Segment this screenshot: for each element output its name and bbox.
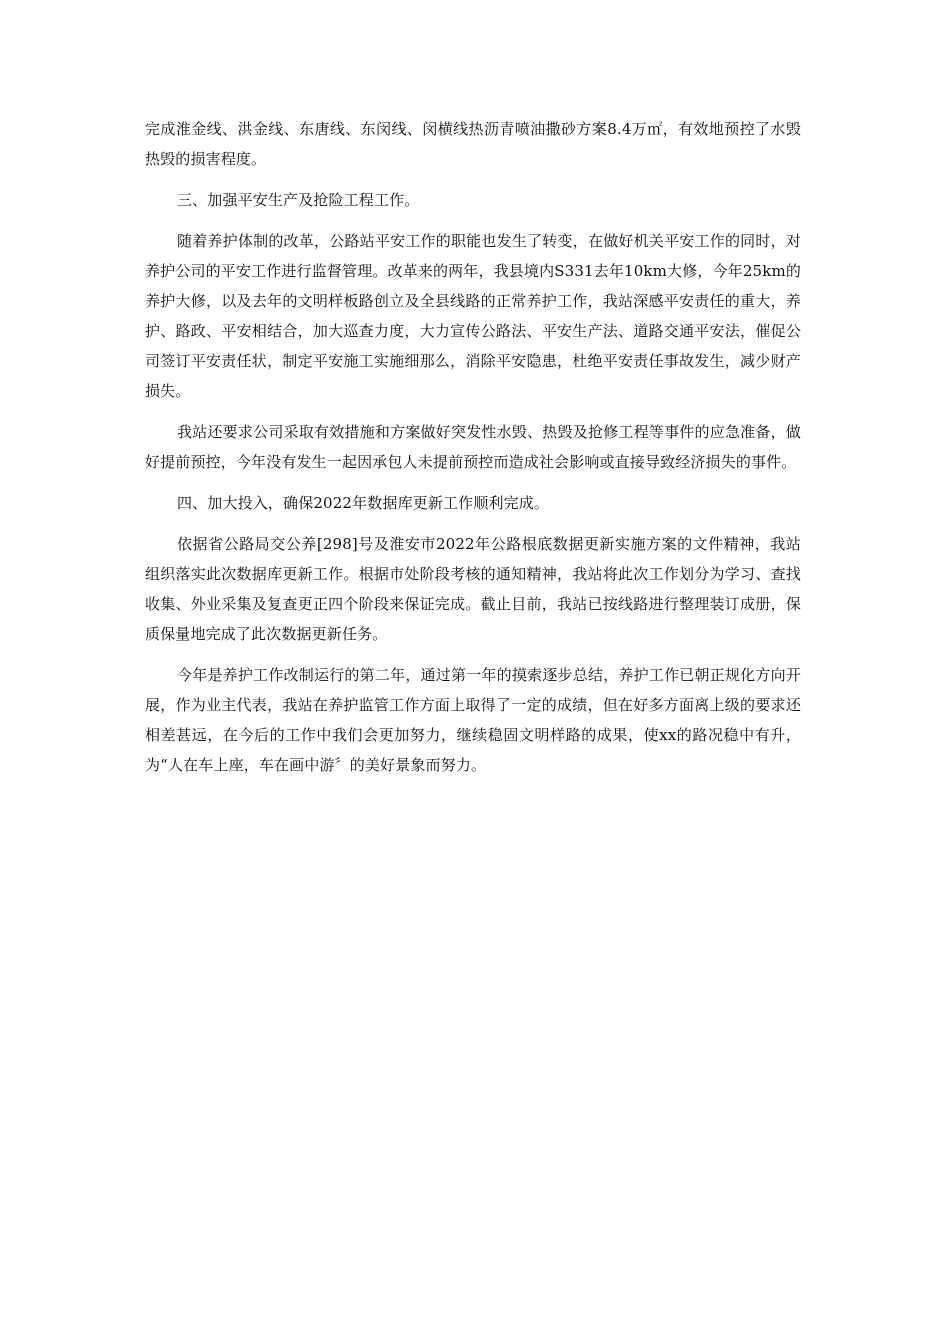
paragraph-emergency-preparedness: 我站还要求公司采取有效措施和方案做好突发性水毁、热毁及抢修工程等事件的应急准备，做好提前预控，今年没有发生一起因承包人未提前预控而造成社会影响或直接导致经济损失的事件。 bbox=[145, 423, 801, 471]
section-heading-four: 四、加大投入，确保2022年数据库更新工作顺利完成。 bbox=[177, 494, 550, 512]
paragraph-safety-management: 随着养护体制的改革，公路站平安工作的职能也发生了转变，在做好机关平安工作的同时，对养护公司的平安工作进行监督管理。改革来的两年，我县境内S331去年10km大修，今年25km的养护大修，以及去年的文明样板路创立及全县线路的正常养护工作，我站深感平安责任的重大，养护、路政、平安相结合，加大巡查力度，大力宣传公路法、平安生产法、道路交通平安法，催促公司签订平安责任状，制定平安施工实施细那么，消除平安隐患，杜绝平安责任事故发生，减少财产损失。 bbox=[145, 232, 801, 400]
paragraph-database-update: 依据省公路局交公养[298]号及淮安市2022年公路根底数据更新实施方案的文件精神，我站组织落实此次数据库更新工作。根据市处阶段考核的通知精神，我站将此次工作划分为学习、查找收集、外业采集及复查更正四个阶段来保证完成。截止目前，我站已按线路进行整理装订成册，保质保量地完成了此次数据更新任务。 bbox=[145, 535, 801, 643]
paragraph-continuation: 完成淮金线、洪金线、东唐线、东闵线、闵横线热沥青喷油撒砂方案8.4万㎡，有效地预控了水毁热毁的损害程度。 bbox=[145, 120, 801, 168]
section-heading-three: 三、加强平安生产及抢险工程工作。 bbox=[177, 191, 420, 209]
paragraph-summary: 今年是养护工作改制运行的第二年，通过第一年的摸索逐步总结，养护工作已朝正规化方向开展，作为业主代表，我站在养护监管工作方面上取得了一定的成绩，但在好多方面离上级的要求还相差甚远，在今后的工作中我们会更加努力，继续稳固文明样路的成果，使xx的路况稳中有升，为“人在车上座，车在画中游〞的美好景象而努力。 bbox=[145, 666, 801, 774]
document-body bbox=[145, 114, 801, 791]
